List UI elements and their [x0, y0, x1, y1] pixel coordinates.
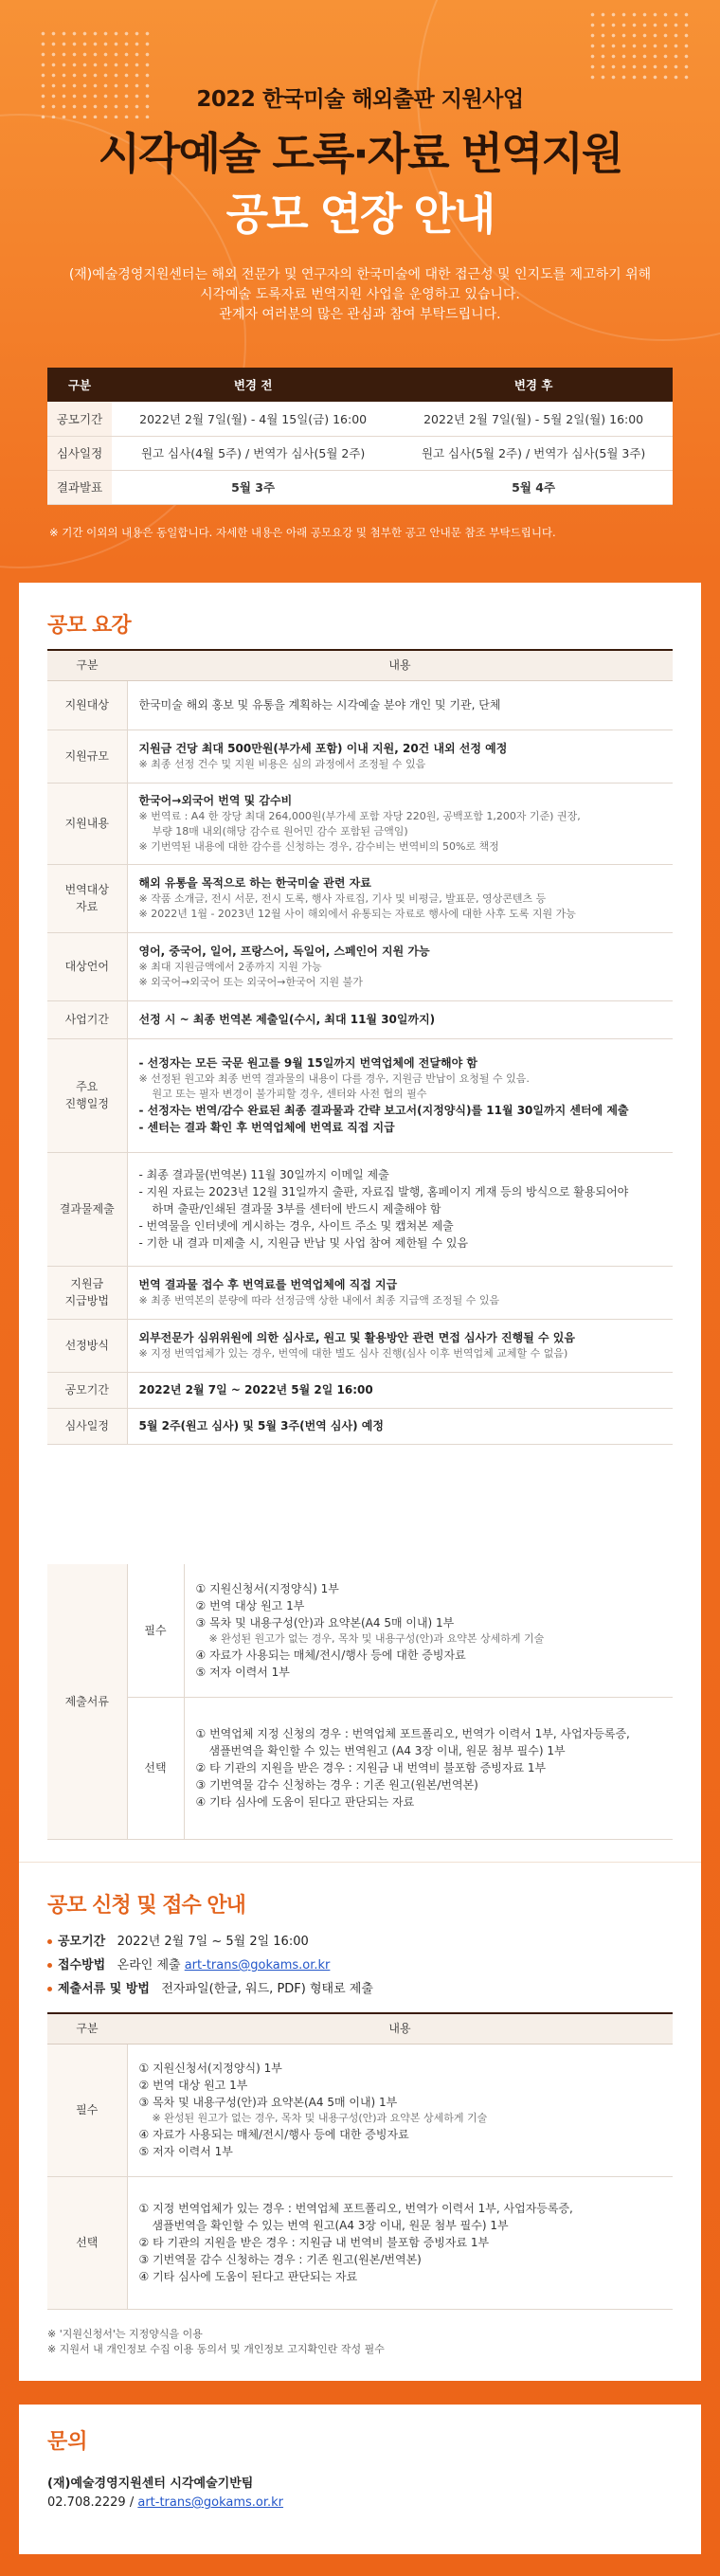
table-cell: 한국미술 해외 홍보 및 유통을 계획하는 시각예술 분야 개인 및 기관, 단체 — [127, 680, 673, 730]
doc-line: ① 지원신청서(지정양식) 1부 — [195, 1581, 339, 1595]
doc-line: ⑤ 저자 이력서 1부 — [138, 2145, 233, 2158]
note-line: ※ '지원신청서'는 지정양식을 이용 — [47, 2328, 203, 2340]
doc-line: ① 번역업체 지정 신청의 경우 : 번역업체 포트폴리오, 번역가 이력서 1부, 사업자등록증, — [195, 1727, 630, 1740]
schedule-change-table — [47, 368, 673, 505]
doc-line: ③ 목차 및 내용구성(안)과 요약본(A4 5매 이내) 1부 — [195, 1615, 455, 1630]
schedule-line: ※ 선정된 원고와 최종 번역 결과물의 내용이 다를 경우, 지원금 반납이 요청될 수 있음. — [138, 1072, 530, 1085]
doc-line: ② 타 기관의 지원을 받은 경우 : 지원금 내 번역비 불포함 증빙자료 1부 — [138, 2236, 490, 2249]
select-note: ※ 지정 번역업체가 있는 경우, 번역에 대한 별도 심사 진행(심사 이후 번역업체 교체할 수 없음) — [138, 1347, 568, 1360]
schedule-line: - 센터는 결과 확인 후 번역업체에 번역료 직접 지급 — [138, 1121, 395, 1134]
table-cell — [127, 2176, 673, 2309]
row-label: 지원내용 — [47, 783, 127, 864]
table-row — [47, 1266, 673, 1319]
table-row — [47, 783, 673, 864]
table-row — [47, 730, 673, 783]
content-note: 부량 18매 내외(해당 감수료 원어민 감수 포함된 금액임) — [152, 825, 408, 838]
doc-line: 샘플번역을 확인할 수 있는 번역원고 (A4 3장 이내, 원문 첨부 필수) 1부 — [208, 1744, 566, 1757]
table-row — [47, 1319, 673, 1372]
table-cell: 원고 심사(4월 5주) / 번역가 심사(5월 2주) — [112, 436, 394, 470]
header-cell: 내용 — [127, 650, 673, 680]
table-row — [47, 402, 673, 436]
row-label: 지원규모 — [47, 730, 127, 783]
table-row — [47, 680, 673, 730]
doc-line: ③ 기번역물 감수 신청하는 경우 : 기존 원고(원본/번역본) — [138, 2253, 422, 2266]
table-cell — [127, 730, 673, 783]
hero-title-line2: 공모 연장 안내 — [225, 189, 495, 240]
table-row — [47, 2176, 673, 2309]
table-row — [47, 1408, 673, 1444]
scale-note: ※ 최종 선정 건수 및 지원 비용은 심의 과정에서 조정될 수 있음 — [138, 758, 426, 770]
table-row — [47, 1564, 673, 1697]
row-label: 심사일정 — [47, 1408, 127, 1444]
table-row — [47, 1372, 673, 1408]
scale-text: 지원금 건당 최대 500만원(부가세 포함) 이내 지원, 20건 내외 선정 예정 — [138, 742, 508, 755]
content-note: ※ 기번역된 내용에 대한 감수를 신청하는 경우, 감수비는 번역비의 50%로 책정 — [138, 840, 499, 853]
table-cell: 선정 시 ~ 최종 번역본 제출일(수시, 최대 11월 30일까지) — [127, 1000, 673, 1038]
lang-note: ※ 최대 지원금액에서 2종까지 지원 가능 — [138, 961, 322, 973]
table-row — [47, 470, 673, 504]
result-line: - 기한 내 결과 미제출 시, 지원금 반납 및 사업 참여 제한될 수 있음 — [138, 1236, 469, 1250]
hero-title-line1: 시각예술 도록·자료 번역지원 — [98, 128, 622, 179]
table-cell — [127, 1266, 673, 1319]
doc-line: ※ 완성된 원고가 없는 경우, 목차 및 내용구성(안)과 요약본 상세하게 기술 — [152, 2112, 488, 2124]
table-cell: 2022년 2월 7일 ~ 2022년 5월 2일 16:00 — [127, 1372, 673, 1408]
header-cell: 변경 후 — [394, 368, 673, 402]
doc-line: ② 타 기관의 지원을 받은 경우 : 지원금 내 번역비 불포함 증빙자료 1부 — [195, 1761, 547, 1774]
doc-line: 샘플번역을 확인할 수 있는 번역 원고(A4 3장 이내, 원문 첨부 필수) 1부 — [152, 2219, 509, 2232]
table-row — [47, 1000, 673, 1038]
table-cell — [127, 1038, 673, 1152]
schedule-line: - 선정자는 번역/감수 완료된 최종 결과물과 간략 보고서(지정양식)를 11월 30일까지 센터에 제출 — [138, 1104, 629, 1117]
hero-intro — [38, 265, 682, 325]
contact-phone: 02.708.2229 / — [47, 2495, 138, 2510]
doc-line: ④ 자료가 사용되는 매체/전시/행사 등에 대한 증빙자료 — [138, 2128, 409, 2141]
table-cell: 5월 4주 — [394, 470, 673, 504]
contact-card — [19, 2405, 701, 2554]
table-row — [47, 2044, 673, 2176]
material-note: ※ 작품 소개글, 전시 서문, 전시 도록, 행사 자료집, 기사 및 비평글, 발표문, 영상콘텐츠 등 — [138, 892, 547, 905]
table-row — [47, 1152, 673, 1266]
apply-card — [19, 1862, 701, 2381]
apply-method: 접수방법 온라인 제출 art-trans@gokams.or.kr — [47, 1955, 330, 1973]
apply-email-link[interactable]: art-trans@gokams.or.kr — [184, 1958, 331, 1973]
row-label: 필수 — [47, 2044, 127, 2176]
outline-card — [19, 583, 701, 1862]
doc-line: ④ 기타 심사에 도움이 된다고 판단되는 자료 — [195, 1795, 415, 1809]
table-cell: 5월 2주(원고 심사) 및 5월 3주(번역 심사) 예정 — [127, 1408, 673, 1444]
table-cell — [127, 2044, 673, 2176]
pay-note: ※ 최종 번역본의 분량에 따라 선정금액 상한 내에서 최종 지급액 조정될 수 있음 — [138, 1294, 500, 1306]
row-label: 지원대상 — [47, 680, 127, 730]
row-label: 선정방식 — [47, 1319, 127, 1372]
row-label: 심사일정 — [47, 436, 112, 470]
header-cell: 구분 — [47, 368, 112, 402]
apply-period: 공모기간 2022년 2월 7일 ~ 5월 2일 16:00 — [47, 1931, 309, 1949]
table-cell: 2022년 2월 7일(월) - 4월 15일(금) 16:00 — [112, 402, 394, 436]
table-cell — [127, 932, 673, 1000]
table-cell — [127, 1319, 673, 1372]
doc-line: ① 지원신청서(지정양식) 1부 — [138, 2062, 282, 2075]
row-label: 결과물제출 — [47, 1152, 127, 1266]
material-text: 해외 유통을 목적으로 하는 한국미술 관련 자료 — [138, 876, 371, 890]
doc-line: ① 지정 번역업체가 있는 경우 : 번역업체 포트폴리오, 번역가 이력서 1부, 사업자등록증, — [138, 2202, 573, 2215]
table-row — [47, 932, 673, 1000]
doc-line: ④ 기타 심사에 도움이 된다고 판단되는 자료 — [138, 2270, 358, 2283]
doc-line: ② 번역 대상 원고 1부 — [138, 2079, 248, 2092]
doc-line: ⑤ 저자 이력서 1부 — [195, 1665, 290, 1679]
row-label: 제출서류 — [47, 1564, 127, 1839]
header-cell: 변경 전 — [112, 368, 394, 402]
row-label: 대상언어 — [47, 932, 127, 1000]
row-label: 공모기간 — [47, 402, 112, 436]
doc-line: ③ 기번역물 감수 신청하는 경우 : 기존 원고(원본/번역본) — [195, 1778, 478, 1792]
table-header-row — [47, 650, 673, 680]
doc-line: ④ 자료가 사용되는 매체/전시/행사 등에 대한 증빙자료 — [195, 1648, 466, 1662]
header-cell: 구분 — [47, 2013, 127, 2044]
table-header-row — [47, 2013, 673, 2044]
doc-line: ② 번역 대상 원고 1부 — [195, 1598, 305, 1612]
pay-text: 번역 결과물 접수 후 번역료를 번역업체에 직접 지급 — [138, 1278, 398, 1291]
apply-docs-table — [47, 2012, 673, 2310]
result-line: - 최종 결과물(번역본) 11월 30일까지 이메일 제출 — [138, 1168, 389, 1181]
note-line: ※ 지원서 내 개인정보 수집 이용 동의서 및 개인정보 고지확인란 작성 필수 — [47, 2343, 385, 2355]
table-cell — [127, 864, 673, 932]
row-label: 번역대상 자료 — [47, 864, 127, 932]
row-label: 주요 진행일정 — [47, 1038, 127, 1152]
table-cell — [127, 783, 673, 864]
outline-title: 공모 요강 — [47, 614, 131, 638]
content-note: ※ 번역료 : A4 한 장당 최대 264,000원(부가세 포함 자당 220원, 공백포함 1,200자 기준) 권장, — [138, 810, 581, 822]
outline-table — [47, 649, 673, 1445]
intro-line: 관계자 여러분의 많은 관심과 참여 부탁드립니다. — [219, 307, 501, 322]
row-sublabel: 선택 — [127, 1697, 184, 1839]
row-label: 공모기간 — [47, 1372, 127, 1408]
contact-email-link[interactable]: art-trans@gokams.or.kr — [137, 2495, 284, 2510]
apply-notes — [47, 2327, 385, 2357]
schedule-line: 원고 또는 필자 변경이 불가피할 경우, 센터와 사전 협의 필수 — [152, 1088, 427, 1100]
header-cell: 내용 — [127, 2013, 673, 2044]
result-line: - 번역물을 인터넷에 게시하는 경우, 사이트 주소 및 캡쳐본 제출 — [138, 1219, 454, 1233]
table-cell: 2022년 2월 7일(월) - 5월 2일(월) 16:00 — [394, 402, 673, 436]
change-note: ※ 기간 이외의 내용은 동일합니다. 자세한 내용은 아래 공모요강 및 첨부한 공고 안내문 참조 부탁드립니다. — [49, 526, 556, 539]
intro-line: 시각예술 도록자료 번역지원 사업을 운영하고 있습니다. — [200, 287, 520, 302]
row-label: 선택 — [47, 2176, 127, 2309]
apply-title: 공모 신청 및 접수 안내 — [47, 1894, 245, 1918]
table-cell — [184, 1564, 673, 1697]
header-cell: 구분 — [47, 650, 127, 680]
doc-line: ③ 목차 및 내용구성(안)과 요약본(A4 5매 이내) 1부 — [138, 2096, 398, 2109]
doc-line: ※ 완성된 원고가 없는 경우, 목차 및 내용구성(안)과 요약본 상세하게 기술 — [208, 1631, 545, 1645]
docs-table — [47, 1564, 673, 1840]
table-cell: 원고 심사(5월 2주) / 번역가 심사(5월 3주) — [394, 436, 673, 470]
row-sublabel: 필수 — [127, 1564, 184, 1697]
lang-text: 영어, 중국어, 일어, 프랑스어, 독일어, 스페인어 지원 가능 — [138, 945, 430, 958]
material-note: ※ 2022년 1월 - 2023년 12월 사이 해외에서 유통되는 자료로 행사에 대한 사후 도록 지원 가능 — [138, 908, 576, 920]
row-label: 결과발표 — [47, 470, 112, 504]
table-row — [47, 1038, 673, 1152]
contact-org: (재)예술경영지원센터 시각예술기반팀 — [47, 2477, 254, 2491]
apply-docs: 제출서류 및 방법 전자파일(한글, 워드, PDF) 형태로 제출 — [47, 1978, 373, 1996]
row-label: 사업기간 — [47, 1000, 127, 1038]
hero-subtitle: 2022 한국미술 해외출판 지원사업 — [196, 87, 524, 112]
table-cell: 5월 3주 — [112, 470, 394, 504]
table-cell — [127, 1152, 673, 1266]
result-line: - 지원 자료는 2023년 12월 31일까지 출판, 자료집 발행, 홈페이지 게재 등의 방식으로 활용되어야 — [138, 1185, 629, 1198]
contact-tel — [47, 2495, 283, 2510]
content-text: 한국어→외국어 번역 및 감수비 — [138, 794, 293, 807]
result-line: 하며 출판/인쇄된 결과물 3부를 센터에 반드시 제출해야 함 — [152, 1202, 441, 1216]
select-text: 외부전문가 심위위원에 의한 심사로, 원고 및 활용방안 관련 면접 심사가 진행될 수 있음 — [138, 1331, 575, 1344]
row-label: 지원금 지급방법 — [47, 1266, 127, 1319]
table-header-row — [47, 368, 673, 402]
schedule-line: - 선정자는 모든 국문 원고를 9월 15일까지 번역업체에 전달해야 함 — [138, 1056, 477, 1070]
intro-line: (재)예술경영지원센터는 해외 전문가 및 연구자의 한국미술에 대한 접근성 및 인지도를 제고하기 위해 — [68, 267, 652, 282]
table-row — [47, 864, 673, 932]
lang-note: ※ 외국어→외국어 또는 외국어→한국어 지원 불가 — [138, 976, 363, 988]
table-row — [47, 1697, 673, 1839]
contact-title: 문의 — [47, 2430, 88, 2454]
table-cell — [184, 1697, 673, 1839]
table-row — [47, 436, 673, 470]
